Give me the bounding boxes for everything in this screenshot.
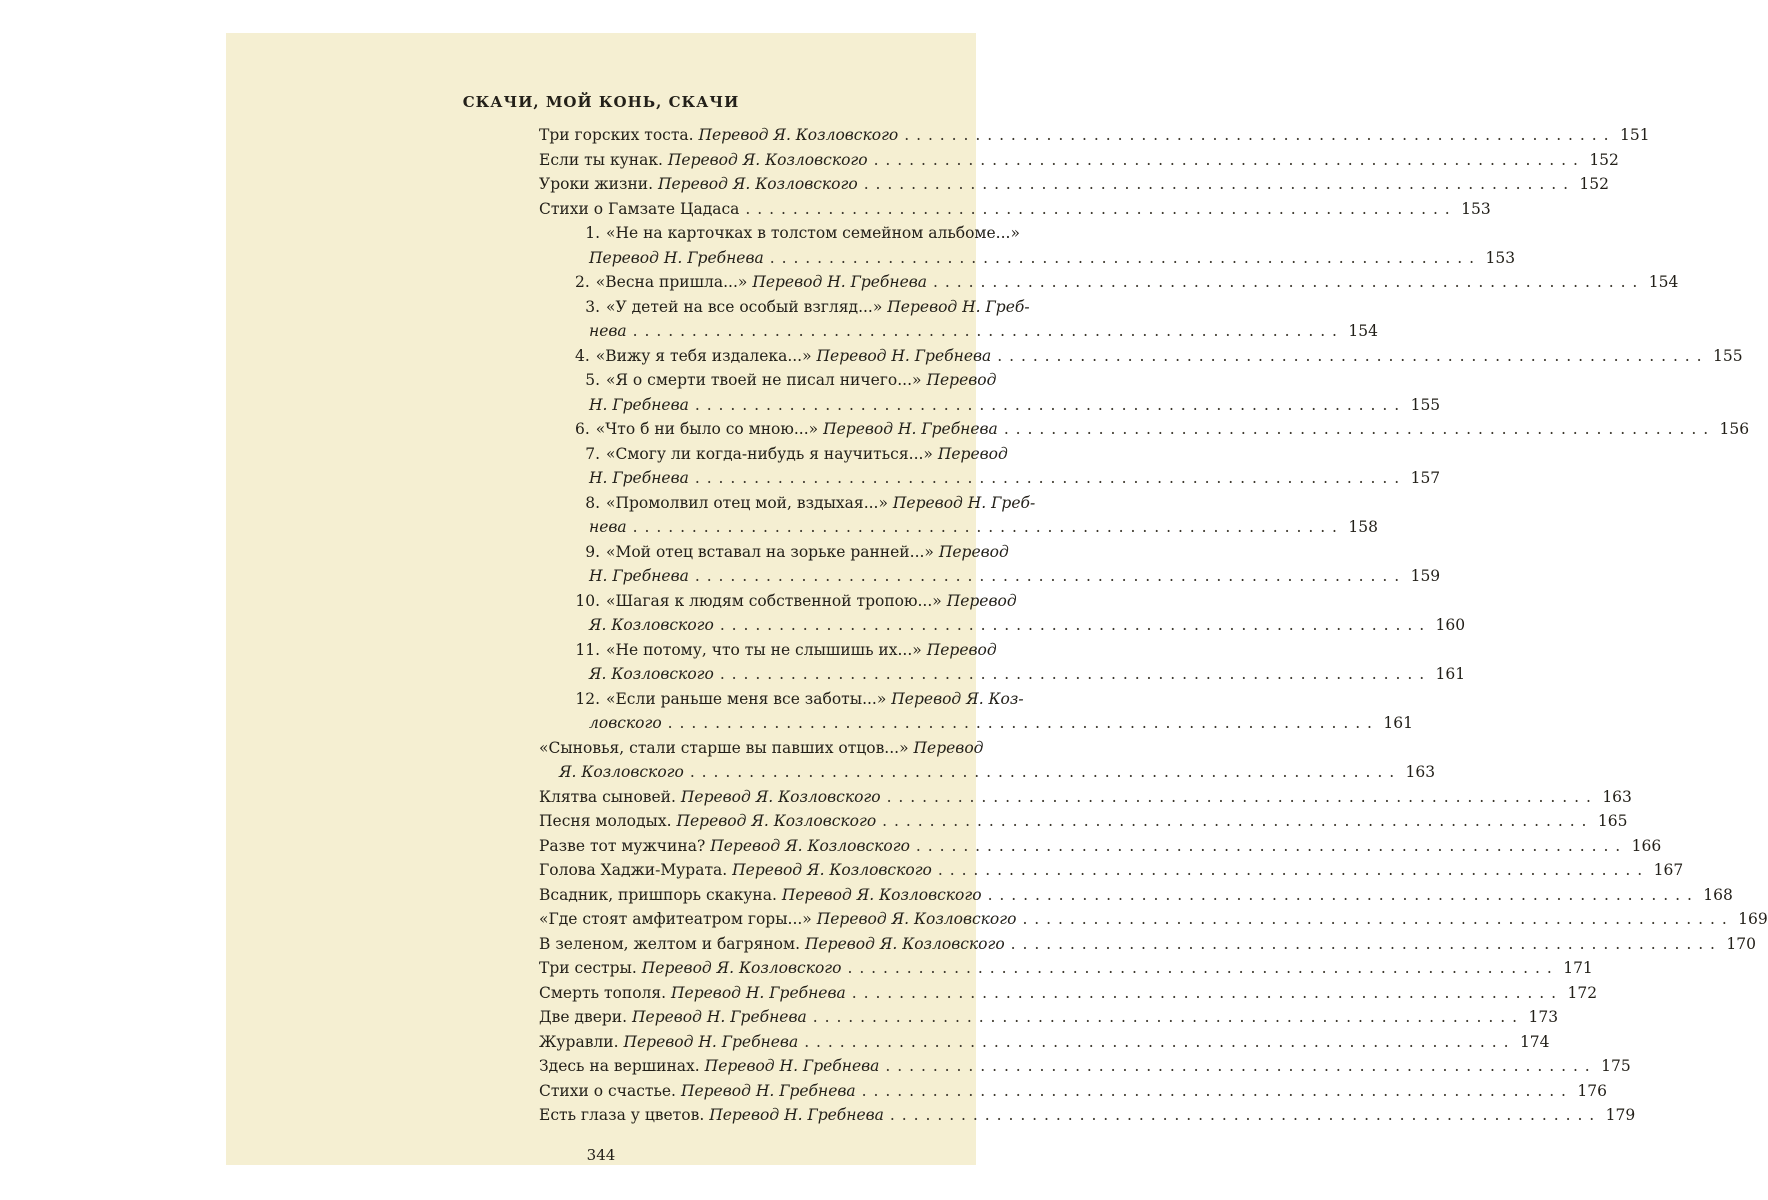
entry-title: Здесь на вершинах. (539, 1057, 700, 1075)
entry-title: «У детей на все особый взгляд...» (606, 297, 883, 316)
dot-leader: . . . . . . . . . . . . . . . . . . . . . . . . . . . . . . . . . . . . . . . . . . . . . . . . . . . . . . . . . . . . (863, 175, 1570, 193)
dot-leader: . . . . . . . . . . . . . . . . . . . . . . . . . . . . . . . . . . . . . . . . . . . . . . . . . . . . . . . . . . . . (1010, 934, 1716, 953)
entry-title: Всадник, пришпорь скакуна. (539, 885, 777, 904)
entry-title: «Весна пришла...» (595, 273, 748, 291)
toc-entry (539, 687, 1161, 712)
entry-translator: Я. Козловского (589, 616, 714, 634)
toc-entry-continuation (539, 515, 1378, 540)
toc-entry (539, 932, 1756, 957)
toc-entry (539, 491, 1161, 516)
table-of-contents (539, 123, 1768, 1128)
toc-entry (539, 785, 1632, 810)
page-number: 344 (586, 1146, 616, 1164)
entry-page-number: 173 (1528, 1008, 1559, 1026)
entry-page-number: 169 (1738, 910, 1768, 928)
dot-leader: . . . . . . . . . . . . . . . . . . . . . . . . . . . . . . . . . . . . . . . . . . . . . . . . . . . . . . . . . . . . (847, 959, 1553, 977)
entry-number: 8. (585, 493, 600, 512)
toc-entry-continuation (539, 319, 1378, 344)
dot-leader: . . . . . . . . . . . . . . . . . . . . . . . . . . . . . . . . . . . . . . . . . . . . . . . . . . . . . . . . . . . . (804, 1032, 1510, 1051)
dot-leader: . . . . . . . . . . . . . . . . . . . . . . . . . . . . . . . . . . . . . . . . . . . . . . . . . . . . . . . . . . . . (812, 1008, 1519, 1026)
entry-translator: Перевод (926, 640, 997, 659)
entry-title: Разве тот мужчина? (539, 836, 706, 855)
entry-page-number: 157 (1410, 469, 1441, 487)
toc-entry (539, 981, 1598, 1006)
toc-entry (539, 417, 1750, 442)
entry-translator: Перевод (913, 738, 984, 757)
entry-title: Клятва сыновей. (539, 787, 676, 806)
entry-page-number: 165 (1597, 812, 1628, 830)
entry-translator: нева (589, 518, 627, 536)
toc-entry-continuation (539, 662, 1466, 687)
toc-entry (539, 270, 1679, 295)
entry-page-number: 154 (1648, 273, 1679, 291)
entry-translator: Перевод Я. Коз- (891, 689, 1024, 708)
entry-translator: Перевод (938, 542, 1009, 561)
toc-entry (539, 123, 1650, 148)
entry-title: «Если раньше меня все заботы...» (606, 689, 887, 708)
entry-title: «Я о смерти твоей не писал ничего...» (606, 371, 922, 389)
entry-title: Три сестры. (539, 959, 637, 977)
toc-entry-continuation (539, 466, 1441, 491)
dot-leader: . . . . . . . . . . . . . . . . . . . . . . . . . . . . . . . . . . . . . . . . . . . . . . . . . . . . . . . . . . . . (873, 150, 1579, 169)
entry-title: «Что б ни было со мною...» (595, 420, 819, 438)
entry-title: В зеленом, желтом и багряном. (539, 934, 801, 953)
entry-number: 11. (575, 640, 600, 659)
dot-leader: . . . . . . . . . . . . . . . . . . . . . . . . . . . . . . . . . . . . . . . . . . . . . . . . . . . . . . . . . . . . (667, 714, 1373, 732)
toc-entry (539, 344, 1743, 369)
entry-title: «Промолвил отец мой, вздыхая...» (606, 493, 888, 512)
entry-translator: Перевод Н. Гребнева (589, 248, 764, 267)
entry-title: «Не потому, что ты не слышишь их...» (606, 640, 922, 659)
entry-translator: Перевод Я. Козловского (698, 126, 899, 144)
entry-title: Стихи о Гамзате Цадаса (539, 199, 740, 218)
entry-number: 6. (575, 420, 590, 438)
toc-entry (539, 1054, 1631, 1079)
toc-entry (539, 197, 1491, 222)
entry-page-number: 155 (1410, 395, 1441, 414)
entry-number: 1. (585, 224, 600, 242)
entry-translator: Н. Гребнева (589, 567, 689, 585)
entry-translator: Перевод Н. Гребнева (823, 420, 998, 438)
dot-leader: . . . . . . . . . . . . . . . . . . . . . . . . . . . . . . . . . . . . . . . . . . . . . . . . . . . . . . . . . . . . (886, 787, 1592, 806)
toc-entry (539, 736, 1161, 761)
entry-translator: Перевод Я. Козловского (804, 934, 1005, 953)
toc-entry-continuation (539, 613, 1466, 638)
toc-entry (539, 589, 1161, 614)
entry-page-number: 168 (1703, 885, 1733, 904)
entry-page-number: 172 (1567, 983, 1598, 1002)
entry-page-number: 160 (1435, 616, 1466, 634)
entry-page-number: 154 (1348, 322, 1378, 340)
entry-page-number: 166 (1631, 836, 1662, 855)
entry-translator: Перевод Н. Гребнева (680, 1081, 856, 1100)
dot-leader: . . . . . . . . . . . . . . . . . . . . . . . . . . . . . . . . . . . . . . . . . . . . . . . . . . . . . . . . . . . . (861, 1081, 1567, 1100)
entry-page-number: 153 (1461, 199, 1491, 218)
dot-leader: . . . . . . . . . . . . . . . . . . . . . . . . . . . . . . . . . . . . . . . . . . . . . . . . . . . . . . . . . . . . (719, 665, 1426, 683)
toc-entry (539, 295, 1161, 320)
entry-page-number: 179 (1605, 1106, 1636, 1124)
toc-entry (539, 540, 1161, 565)
entry-number: 3. (585, 297, 600, 316)
entry-title: «Мой отец вставал на зорьке ранней...» (606, 542, 934, 561)
dot-leader: . . . . . . . . . . . . . . . . . . . . . . . . . . . . . . . . . . . . . . . . . . . . . . . . . . . . . . . . . . . . (694, 469, 1401, 487)
dot-leader: . . . . . . . . . . . . . . . . . . . . . . . . . . . . . . . . . . . . . . . . . . . . . . . . . . . . . . . . . . . . (719, 616, 1426, 634)
toc-entry (539, 1079, 1607, 1104)
dot-leader: . . . . . . . . . . . . . . . . . . . . . . . . . . . . . . . . . . . . . . . . . . . . . . . . . . . . . . . . . . . . (933, 273, 1639, 291)
entry-title: Если ты кунак. (539, 150, 663, 169)
entry-translator: Перевод Я. Козловского (732, 861, 932, 879)
entry-number: 7. (585, 444, 600, 463)
dot-leader: . . . . . . . . . . . . . . . . . . . . . . . . . . . . . . . . . . . . . . . . . . . . . . . . . . . . . . . . . . . . (885, 1057, 1591, 1075)
entry-page-number: 153 (1485, 248, 1516, 267)
toc-entry (539, 883, 1733, 908)
toc-entry-continuation (539, 246, 1516, 271)
entry-translator: нева (589, 322, 627, 340)
entry-number: 9. (585, 542, 600, 561)
toc-entry (539, 1005, 1559, 1030)
entry-translator: Перевод Я. Козловского (676, 812, 877, 830)
section-heading: СКАЧИ, МОЙ КОНЬ, СКАЧИ (462, 93, 740, 111)
entry-title: Песня молодых. (539, 812, 672, 830)
entry-page-number: 161 (1383, 714, 1413, 732)
entry-title: «Шагая к людям собственной тропою...» (606, 591, 942, 610)
toc-entry-continuation (539, 760, 1436, 785)
dot-leader: . . . . . . . . . . . . . . . . . . . . . . . . . . . . . . . . . . . . . . . . . . . . . . . . . . . . . . . . . . . . (937, 861, 1644, 879)
entry-translator: Перевод Я. Козловского (667, 150, 868, 169)
entry-number: 10. (575, 591, 600, 610)
entry-translator: Перевод Я. Козловского (816, 910, 1017, 928)
entry-translator: Перевод Н. Гребнева (816, 346, 992, 365)
dot-leader: . . . . . . . . . . . . . . . . . . . . . . . . . . . . . . . . . . . . . . . . . . . . . . . . . . . . . . . . . . . . (904, 126, 1610, 144)
toc-entry (539, 1103, 1636, 1128)
dot-leader: . . . . . . . . . . . . . . . . . . . . . . . . . . . . . . . . . . . . . . . . . . . . . . . . . . . . . . . . . . . . (987, 885, 1693, 904)
entry-title: «Где стоят амфитеатром горы...» (539, 910, 812, 928)
entry-translator: Перевод Н. Греб- (892, 493, 1036, 512)
dot-leader: . . . . . . . . . . . . . . . . . . . . . . . . . . . . . . . . . . . . . . . . . . . . . . . . . . . . . . . . . . . . (689, 763, 1396, 781)
toc-entry (539, 834, 1662, 859)
entry-translator: Перевод (926, 371, 997, 389)
dot-leader: . . . . . . . . . . . . . . . . . . . . . . . . . . . . . . . . . . . . . . . . . . . . . . . . . . . . . . . . . . . . (997, 346, 1703, 365)
entry-page-number: 151 (1619, 126, 1650, 144)
entry-page-number: 176 (1577, 1081, 1607, 1100)
toc-entry (539, 907, 1768, 932)
dot-leader: . . . . . . . . . . . . . . . . . . . . . . . . . . . . . . . . . . . . . . . . . . . . . . . . . . . . . . . . . . . . (915, 836, 1622, 855)
entry-page-number: 163 (1405, 763, 1436, 781)
entry-translator: Перевод (946, 591, 1017, 610)
entry-page-number: 170 (1726, 934, 1756, 953)
entry-number: 5. (585, 371, 600, 389)
entry-number: 4. (575, 346, 590, 365)
entry-page-number: 161 (1435, 665, 1466, 683)
entry-title: «Сыновья, стали старше вы павших отцов...» (539, 738, 909, 757)
toc-entry (539, 148, 1619, 173)
entry-page-number: 163 (1602, 787, 1632, 806)
entry-page-number: 156 (1719, 420, 1750, 438)
entry-translator: Н. Гребнева (589, 469, 689, 487)
dot-leader: . . . . . . . . . . . . . . . . . . . . . . . . . . . . . . . . . . . . . . . . . . . . . . . . . . . . . . . . . . . . (769, 248, 1476, 267)
entry-translator: Я. Козловского (559, 763, 684, 781)
toc-entry-continuation (539, 393, 1441, 418)
entry-translator: Перевод Н. Гребнева (671, 983, 846, 1002)
entry-page-number: 171 (1563, 959, 1593, 977)
entry-translator: Перевод Н. Гребнева (623, 1032, 799, 1051)
book-page (226, 33, 1768, 1165)
toc-entry (539, 956, 1593, 981)
dot-leader: . . . . . . . . . . . . . . . . . . . . . . . . . . . . . . . . . . . . . . . . . . . . . . . . . . . . . . . . . . . . (851, 983, 1558, 1002)
toc-entry-continuation (539, 711, 1413, 736)
toc-entry-continuation (539, 564, 1441, 589)
dot-leader: . . . . . . . . . . . . . . . . . . . . . . . . . . . . . . . . . . . . . . . . . . . . . . . . . . . . . . . . . . . . (694, 395, 1401, 414)
toc-entry (539, 638, 1161, 663)
entry-page-number: 175 (1601, 1057, 1631, 1075)
entry-page-number: 155 (1713, 346, 1743, 365)
entry-number: 12. (575, 689, 600, 708)
entry-translator: Н. Гребнева (589, 395, 689, 414)
toc-entry (539, 1030, 1550, 1055)
entry-title: Смерть тополя. (539, 983, 667, 1002)
entry-page-number: 167 (1653, 861, 1684, 879)
entry-translator: Перевод Я. Козловского (657, 175, 858, 193)
entry-translator: Перевод Н. Греб- (887, 297, 1030, 316)
entry-title: Голова Хаджи-Мурата. (539, 861, 728, 879)
entry-translator: Перевод (937, 444, 1008, 463)
toc-entry (539, 858, 1684, 883)
toc-entry (539, 809, 1628, 834)
toc-entry (539, 442, 1161, 467)
entry-translator: ловского (589, 714, 662, 732)
entry-number: 2. (575, 273, 590, 291)
dot-leader: . . . . . . . . . . . . . . . . . . . . . . . . . . . . . . . . . . . . . . . . . . . . . . . . . . . . . . . . . . . . (632, 322, 1338, 340)
dot-leader: . . . . . . . . . . . . . . . . . . . . . . . . . . . . . . . . . . . . . . . . . . . . . . . . . . . . . . . . . . . . (745, 199, 1451, 218)
dot-leader: . . . . . . . . . . . . . . . . . . . . . . . . . . . . . . . . . . . . . . . . . . . . . . . . . . . . . . . . . . . . (889, 1106, 1596, 1124)
dot-leader: . . . . . . . . . . . . . . . . . . . . . . . . . . . . . . . . . . . . . . . . . . . . . . . . . . . . . . . . . . . . (882, 812, 1588, 830)
entry-title: «Не на карточках в толстом семейном альбоме...» (606, 224, 1020, 242)
dot-leader: . . . . . . . . . . . . . . . . . . . . . . . . . . . . . . . . . . . . . . . . . . . . . . . . . . . . . . . . . . . . (1003, 420, 1710, 438)
entry-translator: Перевод Я. Козловского (680, 787, 881, 806)
entry-translator: Перевод Н. Гребнева (704, 1057, 880, 1075)
toc-entry (539, 368, 1161, 393)
dot-leader: . . . . . . . . . . . . . . . . . . . . . . . . . . . . . . . . . . . . . . . . . . . . . . . . . . . . . . . . . . . . (694, 567, 1401, 585)
entry-translator: Перевод Н. Гребнева (752, 273, 928, 291)
entry-translator: Я. Козловского (589, 665, 714, 683)
dot-leader: . . . . . . . . . . . . . . . . . . . . . . . . . . . . . . . . . . . . . . . . . . . . . . . . . . . . . . . . . . . . (1022, 910, 1728, 928)
dot-leader: . . . . . . . . . . . . . . . . . . . . . . . . . . . . . . . . . . . . . . . . . . . . . . . . . . . . . . . . . . . . (632, 518, 1338, 536)
entry-translator: Перевод Н. Гребнева (632, 1008, 807, 1026)
entry-translator: Перевод Я. Козловского (641, 959, 842, 977)
entry-translator: Перевод Н. Гребнева (709, 1106, 884, 1124)
entry-page-number: 159 (1410, 567, 1441, 585)
entry-page-number: 158 (1348, 518, 1378, 536)
entry-title: «Смогу ли когда-нибудь я научиться...» (606, 444, 933, 463)
entry-title: Стихи о счастье. (539, 1081, 676, 1100)
entry-title: Журавли. (539, 1032, 619, 1051)
toc-entry (539, 172, 1610, 197)
entry-title: Две двери. (539, 1008, 628, 1026)
entry-translator: Перевод Я. Козловского (710, 836, 910, 855)
entry-page-number: 174 (1519, 1032, 1550, 1051)
entry-title: Есть глаза у цветов. (539, 1106, 705, 1124)
entry-translator: Перевод Я. Козловского (781, 885, 982, 904)
toc-entry (539, 221, 1161, 246)
entry-title: «Вижу я тебя издалека...» (595, 346, 812, 365)
entry-page-number: 152 (1589, 150, 1619, 169)
entry-title: Три горских тоста. (539, 126, 694, 144)
entry-page-number: 152 (1579, 175, 1610, 193)
entry-title: Уроки жизни. (539, 175, 654, 193)
